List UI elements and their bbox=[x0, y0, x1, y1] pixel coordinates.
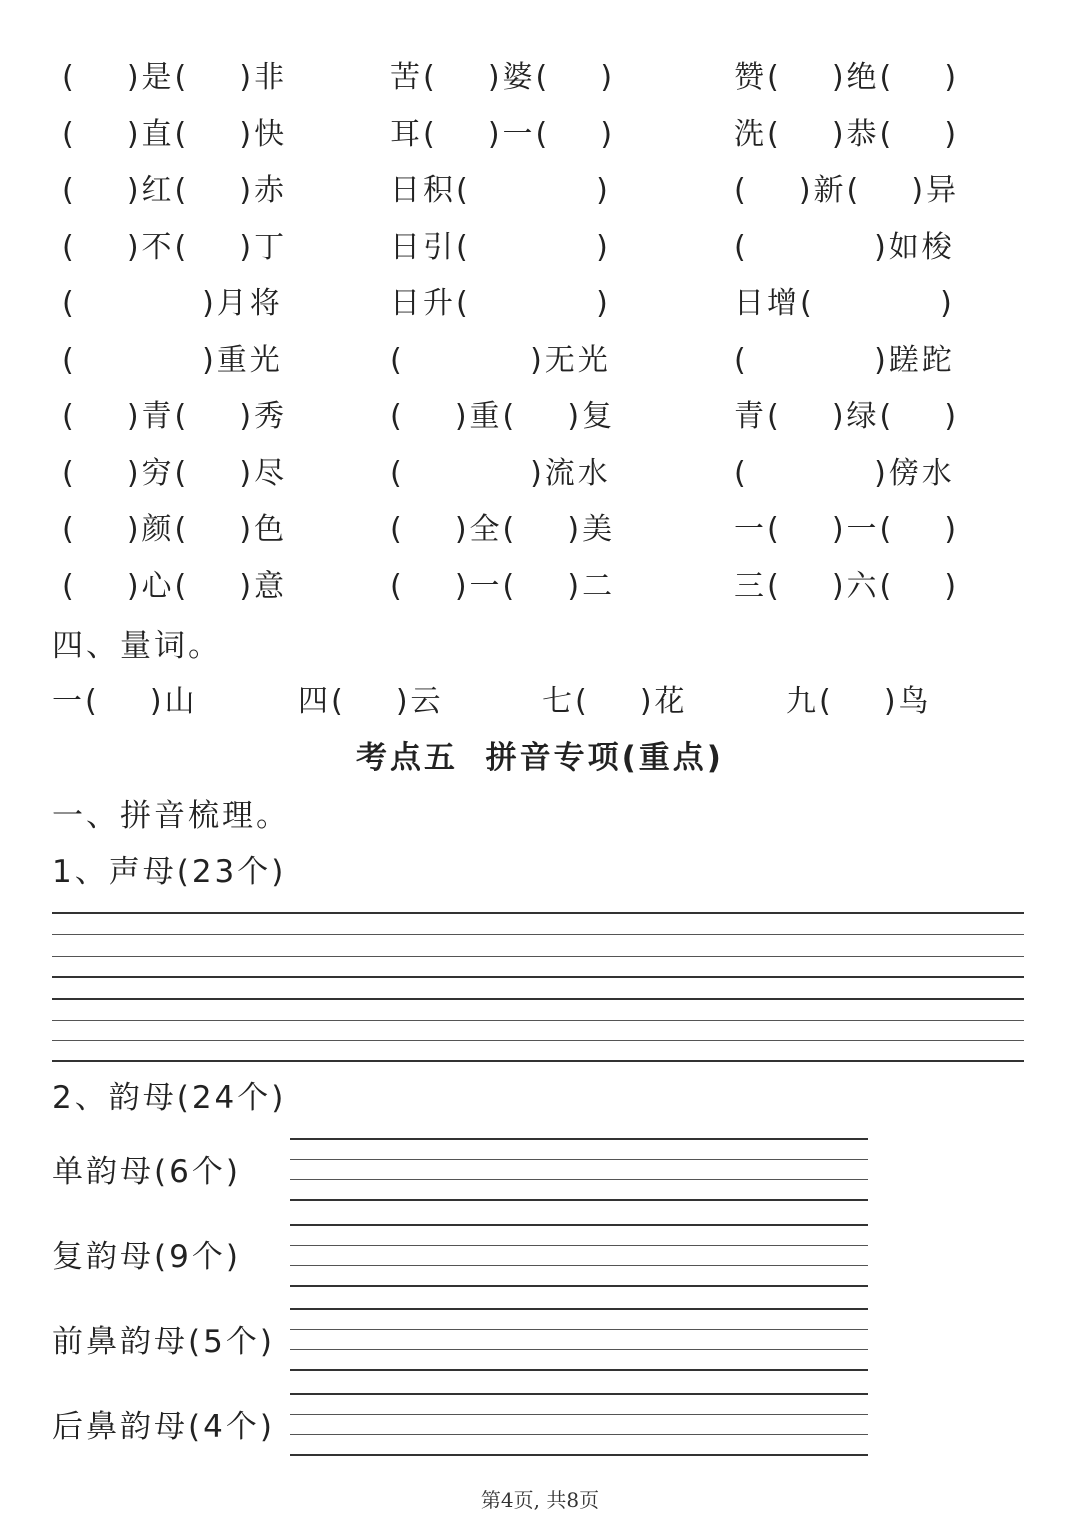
idiom-blank[interactable]: ( )流水 bbox=[390, 455, 611, 491]
idiom-row bbox=[0, 567, 1080, 607]
measure-word-heading: 四、量词。 bbox=[52, 628, 222, 664]
measure-word-item: 一( )山 bbox=[52, 684, 198, 719]
idiom-blank[interactable]: ( )重( )复 bbox=[390, 399, 616, 434]
idiom-blank[interactable]: ( )新( )异 bbox=[734, 173, 960, 208]
idiom-blank[interactable]: 一( )一( ) bbox=[734, 512, 960, 547]
idiom-blank[interactable]: 日积( ) bbox=[390, 173, 611, 208]
idiom-blank[interactable]: 苦( )婆( ) bbox=[390, 60, 616, 95]
idiom-row bbox=[0, 284, 1080, 324]
back-nasal-finals-writing-lines[interactable] bbox=[290, 1393, 868, 1457]
measure-word-item: 四( )云 bbox=[298, 684, 444, 719]
idiom-blank[interactable]: 赞( )绝( ) bbox=[734, 60, 960, 95]
idiom-blank[interactable]: ( )如梭 bbox=[734, 229, 955, 265]
page-footer: 第4页, 共8页 bbox=[480, 1488, 600, 1512]
idiom-blank[interactable]: ( )直( )快 bbox=[62, 116, 288, 152]
idiom-blank[interactable]: ( )蹉跎 bbox=[734, 342, 955, 378]
single-finals-label: 单韵母(6个) bbox=[52, 1154, 241, 1190]
idiom-blank[interactable]: ( )心( )意 bbox=[62, 568, 288, 604]
idiom-blank[interactable]: 日引( ) bbox=[390, 229, 611, 265]
section-five-title: 考点五 拼音专项(重点) bbox=[356, 740, 724, 776]
compound-finals-label: 复韵母(9个) bbox=[52, 1239, 241, 1275]
idiom-row bbox=[0, 228, 1080, 268]
idiom-blank[interactable]: ( )红( )赤 bbox=[62, 173, 288, 208]
idiom-blank[interactable]: ( )重光 bbox=[62, 342, 283, 378]
measure-word-row bbox=[0, 682, 1080, 722]
idiom-row bbox=[0, 454, 1080, 494]
back-nasal-finals-label: 后鼻韵母(4个) bbox=[52, 1409, 275, 1445]
idiom-blank[interactable]: ( )一( )二 bbox=[390, 568, 616, 604]
idiom-blank[interactable]: ( )颜( )色 bbox=[62, 512, 288, 547]
idiom-blank[interactable]: ( )穷( )尽 bbox=[62, 455, 288, 491]
idiom-blank[interactable]: ( )青( )秀 bbox=[62, 399, 288, 434]
measure-word-item: 七( )花 bbox=[542, 684, 688, 719]
idiom-blank[interactable]: 日增( ) bbox=[734, 286, 955, 321]
idiom-row bbox=[0, 115, 1080, 155]
idiom-blank[interactable]: 洗( )恭( ) bbox=[734, 116, 960, 152]
idiom-blank[interactable]: ( )全( )美 bbox=[390, 512, 616, 547]
idiom-blank[interactable]: ( )傍水 bbox=[734, 455, 955, 491]
finals-label: 2、韵母(24个) bbox=[52, 1080, 287, 1116]
initials-writing-lines[interactable] bbox=[52, 912, 1024, 1064]
compound-finals-writing-lines[interactable] bbox=[290, 1224, 868, 1288]
idiom-blank[interactable]: 三( )六( ) bbox=[734, 568, 960, 604]
idiom-row bbox=[0, 510, 1080, 550]
idiom-blank[interactable]: ( )不( )丁 bbox=[62, 229, 288, 265]
idiom-blank[interactable]: ( )无光 bbox=[390, 342, 611, 378]
idiom-blank[interactable]: ( )月将 bbox=[62, 286, 283, 321]
single-finals-writing-lines[interactable] bbox=[290, 1138, 868, 1202]
idiom-blank[interactable]: 青( )绿( ) bbox=[734, 399, 960, 434]
idiom-blank[interactable]: 日升( ) bbox=[390, 286, 611, 321]
idiom-blank[interactable]: 耳( )一( ) bbox=[390, 116, 616, 152]
idiom-row bbox=[0, 58, 1080, 98]
measure-word-item: 九( )鸟 bbox=[786, 684, 932, 719]
front-nasal-finals-label: 前鼻韵母(5个) bbox=[52, 1324, 275, 1360]
front-nasal-finals-writing-lines[interactable] bbox=[290, 1308, 868, 1372]
pinyin-heading: 一、拼音梳理。 bbox=[52, 798, 290, 834]
initials-label: 1、声母(23个) bbox=[52, 854, 287, 890]
idiom-row bbox=[0, 397, 1080, 437]
idiom-row bbox=[0, 171, 1080, 211]
idiom-blank[interactable]: ( )是( )非 bbox=[62, 60, 288, 95]
idiom-row bbox=[0, 341, 1080, 381]
